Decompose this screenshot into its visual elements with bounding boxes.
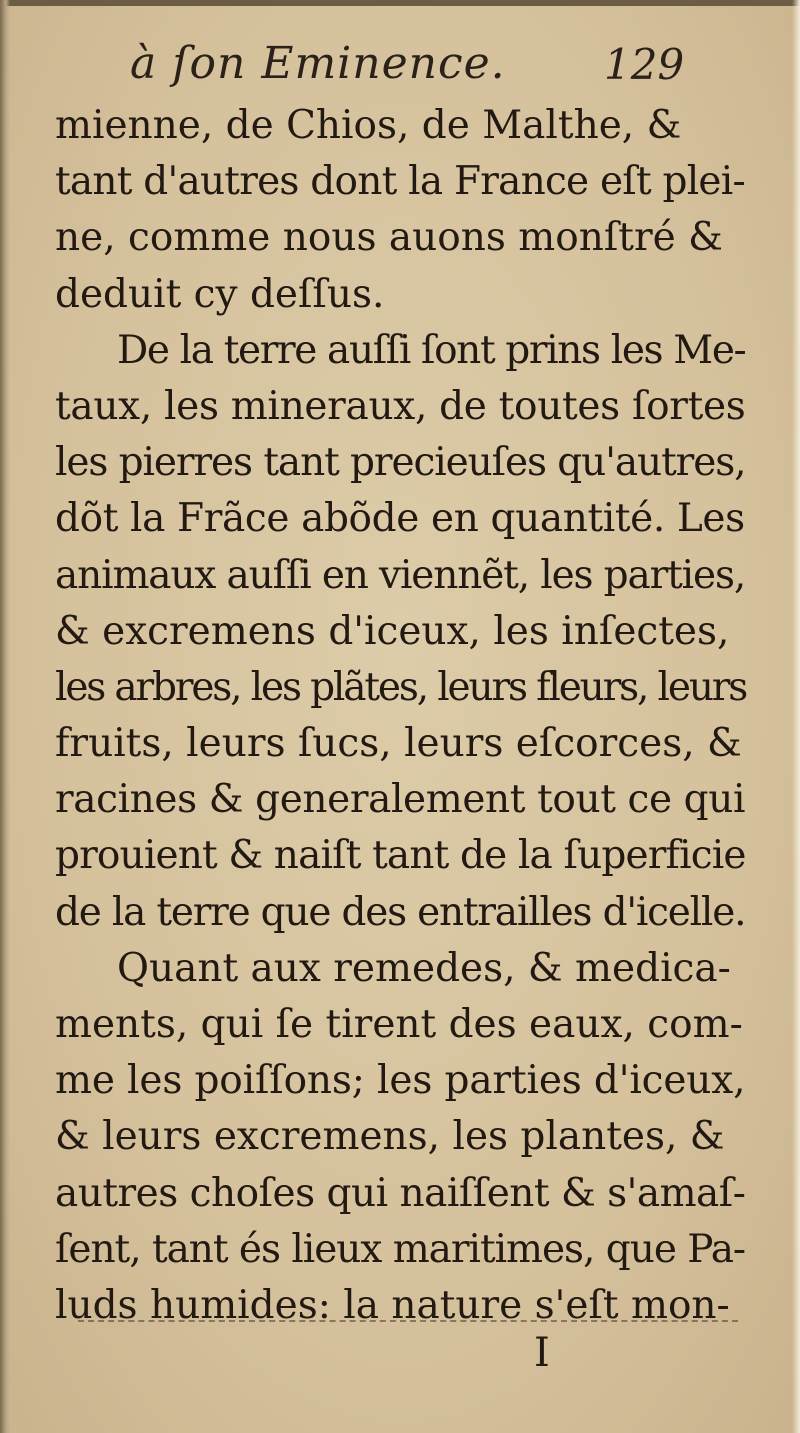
text-line: ſent, tant és lieux maritimes, que Pa- [55, 1226, 746, 1272]
text-line: racines & generalement tout ce qui [55, 777, 746, 823]
text-line: mienne, de Chios, de Malthe, & [55, 103, 682, 148]
text-line: les arbres, les plãtes, leurs fleurs, leurs [55, 664, 747, 710]
page-number: 129 [604, 40, 685, 89]
page-right-margin [792, 0, 800, 1433]
page-top-edge [0, 0, 800, 6]
text-line: de la terre que des entrailles d'icelle. [55, 889, 746, 935]
paragraph-start-line: Quant aux remedes, & medica- [117, 945, 731, 991]
text-line: tant d'autres dont la France eſt plei- [55, 159, 745, 205]
signature-mark: I [534, 1330, 550, 1376]
text-line: taux, les mineraux, de toutes ſortes [55, 383, 746, 429]
paragraph-start-line: De la terre auſſi ſont prins les Me- [117, 327, 746, 373]
text-line: & leurs excremens, les plantes, & [55, 1114, 725, 1160]
text-line: dõt la Frãce abõde en quantité. Les [55, 496, 745, 542]
text-line: les pierres tant precieuſes qu'autres, [55, 440, 746, 486]
text-line: animaux auſſi en viennẽt, les parties, [55, 552, 746, 598]
page-gutter-shadow [0, 0, 10, 1433]
text-line: ne, comme nous auons monſtré & [55, 215, 723, 261]
text-line: & excremens d'iceux, les inſectes, [55, 608, 730, 654]
page-header [0, 38, 800, 98]
body-text [55, 98, 745, 1334]
text-line: me les poiſſons; les parties d'iceux, [55, 1058, 746, 1104]
text-line: autres choſes qui naiſſent & s'amaſ- [55, 1170, 746, 1216]
footer-rule [78, 1320, 738, 1322]
text-line: ments, qui ſe tirent des eaux, com- [55, 1002, 743, 1047]
text-line: prouient & naiſt tant de la ſuperficie [55, 833, 746, 879]
text-line: deduit cy deſſus. [55, 271, 385, 317]
text-line: luds humides: la nature s'eſt mon- [55, 1282, 730, 1328]
running-title: à ſon Eminence. [130, 38, 506, 89]
text-line: fruits, leurs ſucs, leurs eſcorces, & [55, 721, 742, 767]
